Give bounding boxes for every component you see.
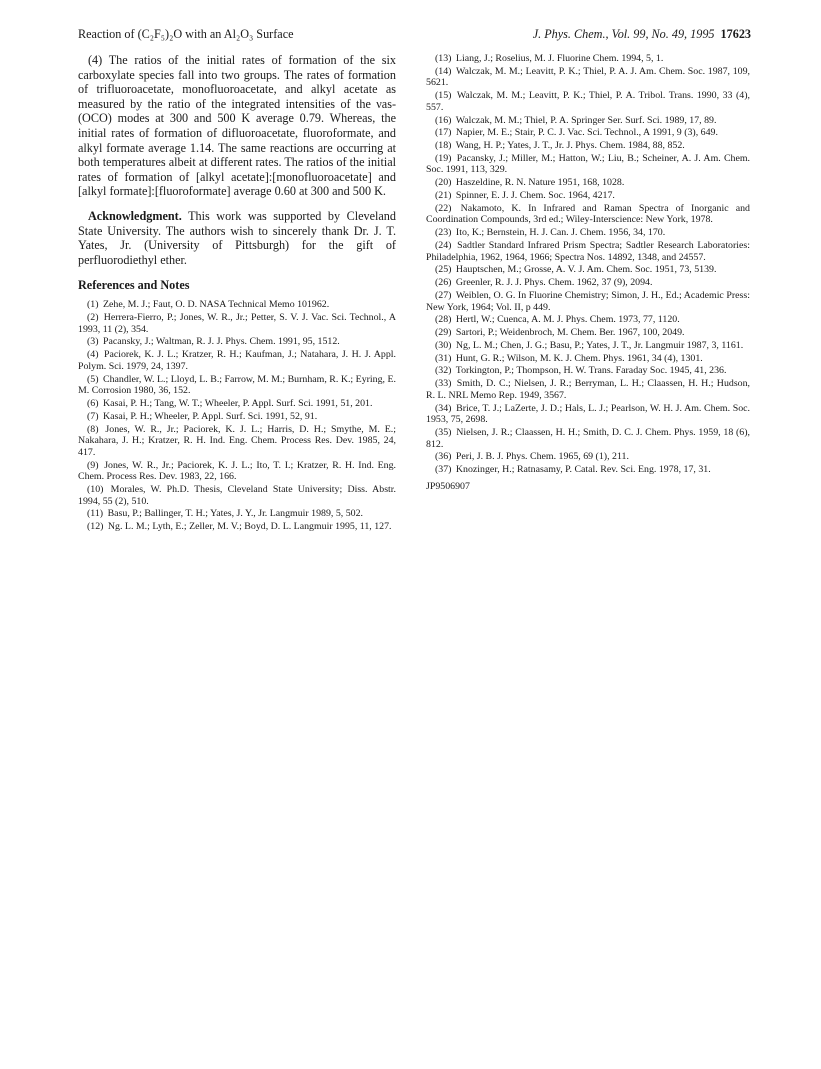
reference-number: (20) <box>435 177 452 189</box>
reference-number: (1) <box>87 299 99 311</box>
reference-item <box>426 451 750 463</box>
reference-text: Ng. L. M.; Lyth, E.; Zeller, M. V.; Boyd, D. L. Langmuir 1995, 11, 127. <box>107 521 392 533</box>
reference-text: Kasai, P. H.; Wheeler, P. Appl. Surf. Sci. 1991, 52, 91. <box>102 410 318 422</box>
reference-text: Pacansky, J.; Waltman, R. J. J. Phys. Chem. 1991, 95, 1512. <box>102 336 340 348</box>
left-column <box>78 53 396 534</box>
reference-item <box>78 508 396 520</box>
reference-text: Walczak, M. M.; Leavitt, P. K.; Thiel, P. A. Tribol. Trans. 1990, 33 (4), 557. <box>426 90 750 113</box>
reference-item <box>426 240 750 263</box>
reference-text: Weiblen, O. G. In Fluorine Chemistry; Simon, J. H., Ed.; Academic Press: New York, 1964; Vol. II, p 449. <box>426 289 750 313</box>
reference-text: Hunt, G. R.; Wilson, M. K. J. Chem. Phys. 1961, 34 (4), 1301. <box>455 352 703 364</box>
reference-number: (17) <box>435 127 452 139</box>
conclusion-point-4: (4) The ratios of the initial rates of formation of the six carboxylate species fall into two groups. The rates of formation of trifluoroacetate, monofluoroacetate, and alkyl acetate as measured by the ratio of the integrated intensities of the νas-(OCO) modes at 300 and 500 K average 0.79. Whereas, the initial rates of formation of difluoroacetate, fluoroformate, and alkyl formate average 1.14. The same reactions are occurring at both temperatures albeit at different rates. The ratios of the initial rates of formation of [alkyl acetate]:[monofluoroacetate] and [alkyl formate]:[fluoroformate] average 0.60 at 300 and 500 K. <box>78 53 397 199</box>
reference-item <box>426 140 750 152</box>
running-header <box>78 24 751 44</box>
reference-text: Walczak, M. M.; Thiel, P. A. Springer Ser. Surf. Sci. 1989, 17, 89. <box>455 114 717 126</box>
reference-text: Pacansky, J.; Miller, M.; Hatton, W.; Liu, B.; Scheiner, A. J. Am. Chem. Soc. 1991, 113, 329. <box>426 152 751 176</box>
reference-number: (31) <box>435 352 452 364</box>
reference-text: Hertl, W.; Cuenca, A. M. J. Phys. Chem. 1973, 77, 1120. <box>455 314 680 326</box>
reference-item <box>78 374 396 397</box>
reference-item <box>78 336 396 348</box>
reference-number: (10) <box>87 483 104 495</box>
reference-text: Wang, H. P.; Yates, J. T., Jr. J. Phys. Chem. 1984, 88, 852. <box>455 140 685 152</box>
reference-number: (16) <box>435 114 452 126</box>
reference-item <box>426 365 750 377</box>
reference-number: (19) <box>435 152 452 164</box>
reference-number: (14) <box>435 65 452 77</box>
reference-text: Jones, W. R., Jr.; Paciorek, K. J. L.; Harris, D. H.; Smythe, M. E.; Nakahara, J. H.; Kratzer, R. H. Ind. Eng. Chem. Process Res. Dev. 1985, 24, 417. <box>78 423 396 458</box>
reference-item <box>426 464 750 476</box>
reference-number: (5) <box>87 373 99 385</box>
reference-number: (36) <box>435 451 452 463</box>
reference-text: Hauptschen, M.; Grosse, A. V. J. Am. Chem. Soc. 1951, 73, 5139. <box>455 264 717 276</box>
reference-number: (6) <box>87 398 99 409</box>
reference-number: (15) <box>435 90 452 102</box>
reference-item <box>426 277 750 289</box>
reference-number: (35) <box>435 426 452 438</box>
reference-text: Basu, P.; Ballinger, T. H.; Yates, J. Y., Jr. Langmuir 1989, 5, 502. <box>107 508 364 520</box>
reference-text: Kasai, P. H.; Tang, W. T.; Wheeler, P. Appl. Surf. Sci. 1991, 51, 201. <box>102 398 373 409</box>
reference-number: (34) <box>435 402 452 414</box>
reference-item <box>78 484 396 507</box>
reference-number: (21) <box>435 190 452 202</box>
reference-text: Napier, M. E.; Stair, P. C. J. Vac. Sci. Technol., A 1991, 9 (3), 649. <box>455 127 718 139</box>
reference-text: Morales, W. Ph.D. Thesis, Cleveland State University; Diss. Abstr. 1994, 55 (2), 510. <box>78 483 397 507</box>
reference-number: (37) <box>435 464 452 476</box>
reference-item <box>426 115 750 127</box>
reference-number: (22) <box>435 202 452 214</box>
reference-number: (2) <box>87 312 99 324</box>
reference-number: (8) <box>87 423 99 435</box>
reference-item <box>78 398 396 410</box>
reference-text: Liang, J.; Roselius, M. J. Fluorine Chem. 1994, 5, 1. <box>455 53 664 64</box>
reference-list-right <box>426 53 750 476</box>
reference-item <box>426 190 750 202</box>
reference-item <box>426 314 750 326</box>
reference-text: Walczak, M. M.; Leavitt, P. K.; Thiel, P. A. J. Am. Chem. Soc. 1987, 109, 5621. <box>426 65 751 89</box>
reference-item <box>78 521 396 533</box>
acknowledgment-title: Acknowledgment. <box>88 208 182 223</box>
reference-text: Smith, D. C.; Nielsen, J. R.; Berryman, L. H.; Claassen, H. H.; Hudson, R. L. NRL Memo Rep. 1949, 3567. <box>426 378 751 401</box>
reference-text: Chandler, W. L.; Lloyd, L. B.; Farrow, M. M.; Burnham, R. K.; Eyring, E. M. Corrosion 1980, 36, 152. <box>78 373 396 397</box>
reference-number: (13) <box>435 53 452 64</box>
reference-text: Greenler, R. J. J. Phys. Chem. 1962, 37 (9), 2094. <box>455 277 653 289</box>
reference-text: Spinner, E. J. J. Chem. Soc. 1964, 4217. <box>455 190 615 202</box>
reference-number: (24) <box>435 239 452 251</box>
journal-info: J. Phys. Chem., Vol. 99, No. 49, 1995 <box>532 27 715 41</box>
reference-text: Haszeldine, R. N. Nature 1951, 168, 1028. <box>455 177 625 189</box>
reference-item <box>426 340 750 352</box>
reference-item <box>426 403 750 426</box>
reference-text: Sartori, P.; Weidenbroch, M. Chem. Ber. 1967, 100, 2049. <box>455 327 685 339</box>
right-column <box>426 53 750 492</box>
reference-text: Ito, K.; Bernstein, H. J. Can. J. Chem. 1956, 34, 170. <box>455 227 666 239</box>
reference-number: (23) <box>435 227 452 239</box>
reference-text: Zehe, M. J.; Faut, O. D. NASA Technical Memo 101962. <box>102 299 330 311</box>
reference-text: Nakamoto, K. In Infrared and Raman Spectra of Inorganic and Coordination Compounds, 3rd ed.; Wiley-Interscience: New York, 1978. <box>426 202 750 226</box>
reference-number: (3) <box>87 336 99 348</box>
reference-text: Peri, J. B. J. Phys. Chem. 1965, 69 (1), 211. <box>455 451 629 463</box>
reference-number: (32) <box>435 365 452 377</box>
reference-number: (11) <box>87 508 104 520</box>
reference-number: (25) <box>435 264 452 276</box>
page-number: 17623 <box>720 27 751 41</box>
reference-text: Sadtler Standard Infrared Prism Spectra; Sadtler Research Laboratories: Philadelphia, 1962, 1964, 1966; Spectra Nos. 14892, 1348, and 24557. <box>426 239 750 263</box>
running-title: Reaction of (C₂F₅)₂O with an Al₂O₃ Surface <box>78 27 294 41</box>
reference-text: Jones, W. R., Jr.; Paciorek, K. J. L.; Ito, T. I.; Kratzer, R. H. Ind. Eng. Chem. Process Res. Dev. 1983, 22, 166. <box>78 459 396 483</box>
reference-item <box>426 53 750 65</box>
reference-text: Torkington, P.; Thompson, H. W. Trans. Faraday Soc. 1945, 41, 236. <box>455 365 727 377</box>
reference-text: Knozinger, H.; Ratnasamy, P. Catal. Rev. Sci. Eng. 1978, 17, 31. <box>455 464 711 476</box>
acknowledgment-text: This work was supported by Cleveland State University. The authors wish to sincerely thank Dr. J. T. Yates, Jr. (University of Pittsburgh) for the gift of perfluorodiethyl ether. <box>78 208 396 267</box>
reference-item <box>426 177 750 189</box>
reference-item <box>78 349 396 372</box>
reference-number: (30) <box>435 339 452 351</box>
reference-item <box>426 290 750 313</box>
reference-text: Paciorek, K. J. L.; Kratzer, R. H.; Kaufman, J.; Natahara, J. H. J. Appl. Polym. Sci. 1979, 24, 1397. <box>78 349 397 372</box>
reference-item <box>426 327 750 339</box>
reference-item <box>78 424 396 459</box>
reference-number: (7) <box>87 410 99 422</box>
reference-item <box>78 411 396 423</box>
reference-text: Nielsen, J. R.; Claassen, H. H.; Smith, D. C. J. Chem. Phys. 1959, 18 (6), 812. <box>426 426 750 450</box>
reference-number: (4) <box>87 349 99 361</box>
reference-item <box>426 66 750 89</box>
reference-item <box>426 90 750 113</box>
reference-number: (18) <box>435 140 452 152</box>
reference-item <box>78 299 396 311</box>
reference-number: (33) <box>435 378 452 390</box>
reference-item <box>78 312 396 335</box>
reference-item <box>426 203 750 226</box>
reference-text: Ng, L. M.; Chen, J. G.; Basu, P.; Yates, J. T., Jr. Langmuir 1987, 3, 1161. <box>455 339 744 351</box>
reference-number: (26) <box>435 277 452 289</box>
journal-code: JP9506907 <box>426 480 470 492</box>
acknowledgment <box>78 209 396 267</box>
reference-text: Herrera-Fierro, P.; Jones, W. R., Jr.; Petter, S. V. J. Vac. Sci. Technol., A 1993, 11 (2), 354. <box>78 312 397 335</box>
reference-number: (12) <box>87 521 104 533</box>
reference-number: (27) <box>435 289 452 301</box>
reference-item <box>426 264 750 276</box>
reference-item <box>426 353 750 365</box>
reference-item <box>426 427 750 450</box>
reference-text: Brice, T. J.; LaZerte, J. D.; Hals, L. J.; Pearlson, W. H. J. Am. Chem. Soc. 1953, 75, 2698. <box>426 402 750 426</box>
journal-citation <box>533 27 751 42</box>
reference-number: (9) <box>87 459 99 471</box>
reference-number: (28) <box>435 314 452 326</box>
reference-item <box>426 153 750 176</box>
reference-item <box>426 378 750 401</box>
reference-list-left <box>78 299 396 532</box>
references-heading: References and Notes <box>78 278 190 293</box>
reference-item <box>426 227 750 239</box>
reference-item <box>426 127 750 139</box>
reference-item <box>78 460 396 483</box>
reference-number: (29) <box>435 327 452 339</box>
